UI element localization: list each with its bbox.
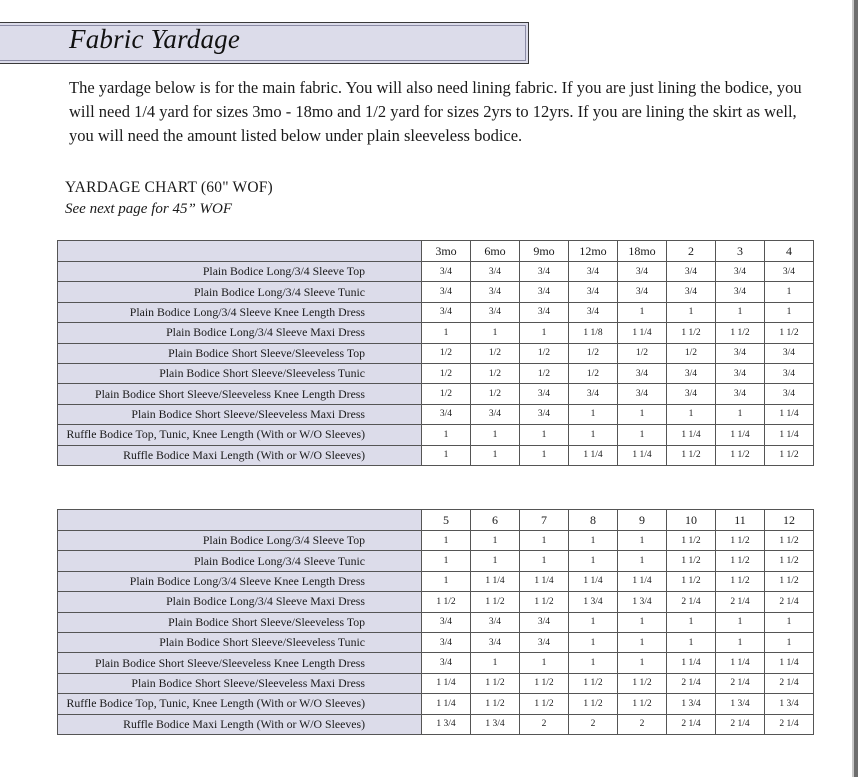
yardage-cell: 1 1/2: [618, 673, 667, 693]
table-row: [58, 571, 814, 591]
yardage-cell: 1: [618, 302, 667, 322]
yardage-cell: 1 1/4: [422, 694, 471, 714]
yardage-cell: 1: [716, 302, 765, 322]
yardage-cell: 1 3/4: [667, 694, 716, 714]
intro-paragraph: The yardage below is for the main fabric. You will also need lining fabric. If you are just lining the bodice, you will need 1/4 yard for sizes 3mo - 18mo and 1/2 yard for sizes 2yrs to 12yrs. If you are lining the skirt as well, you will need the amount listed below under plain sleeveless bodice.: [69, 78, 802, 145]
yardage-cell: 3/4: [422, 653, 471, 673]
yardage-cell: 1 3/4: [569, 592, 618, 612]
yardage-cell: 2 1/4: [765, 592, 814, 612]
yardage-cell: 1/2: [520, 343, 569, 363]
yardage-cell: 1: [520, 653, 569, 673]
yardage-cell: 1 1/2: [765, 571, 814, 591]
yardage-cell: 3/4: [618, 384, 667, 404]
table-row: [58, 282, 814, 302]
yardage-cell: 3/4: [569, 302, 618, 322]
yardage-cell: 3/4: [667, 282, 716, 302]
column-header: 18mo: [618, 241, 667, 262]
yardage-cell: 1 1/2: [471, 592, 520, 612]
yardage-cell: 1 1/4: [520, 571, 569, 591]
yardage-cell: 3/4: [569, 262, 618, 282]
yardage-cell: 3/4: [520, 404, 569, 424]
yardage-cell: 1: [569, 632, 618, 652]
row-label: Plain Bodice Short Sleeve/Sleeveless Tunic: [58, 632, 422, 652]
yardage-cell: 3/4: [667, 262, 716, 282]
yardage-cell: 1: [422, 551, 471, 571]
row-label: Ruffle Bodice Top, Tunic, Knee Length (With or W/O Sleeves): [58, 694, 422, 714]
yardage-cell: 1: [520, 531, 569, 551]
yardage-cell: 1: [520, 323, 569, 343]
yardage-cell: 1 3/4: [422, 714, 471, 734]
yardage-cell: 1 3/4: [618, 592, 667, 612]
yardage-cell: 3/4: [520, 384, 569, 404]
yardage-cell: 2 1/4: [716, 714, 765, 734]
yardage-cell: 1/2: [569, 363, 618, 383]
table-row: [58, 673, 814, 693]
yardage-cell: 1 1/4: [716, 653, 765, 673]
yardage-cell: 1: [618, 551, 667, 571]
yardage-cell: 3/4: [569, 384, 618, 404]
yardage-cell: 3/4: [471, 302, 520, 322]
yardage-cell: 3/4: [422, 302, 471, 322]
yardage-cell: 1: [422, 445, 471, 465]
yardage-cell: 1: [667, 632, 716, 652]
yardage-cell: 2 1/4: [667, 592, 716, 612]
yardage-cell: 1: [520, 425, 569, 445]
column-header: 4: [765, 241, 814, 262]
yardage-cell: 2 1/4: [765, 673, 814, 693]
yardage-cell: 3/4: [716, 363, 765, 383]
yardage-cell: 1: [471, 653, 520, 673]
column-header: 12mo: [569, 241, 618, 262]
yardage-cell: 1: [422, 425, 471, 445]
yardage-cell: 1: [422, 323, 471, 343]
yardage-cell: 3/4: [716, 262, 765, 282]
column-header: 5: [422, 510, 471, 531]
row-label: Plain Bodice Short Sleeve/Sleeveless Knee Length Dress: [58, 384, 422, 404]
yardage-cell: 1 3/4: [765, 694, 814, 714]
yardage-cell: 3/4: [471, 632, 520, 652]
yardage-cell: 1 1/2: [520, 673, 569, 693]
yardage-cell: 1: [765, 612, 814, 632]
table-row: [58, 262, 814, 282]
yardage-cell: 3/4: [765, 363, 814, 383]
page-edge: [854, 0, 858, 777]
yardage-cell: 1 1/2: [667, 445, 716, 465]
yardage-cell: 1 1/2: [716, 531, 765, 551]
yardage-cell: 1 1/4: [716, 425, 765, 445]
yardage-cell: 1 3/4: [471, 714, 520, 734]
yardage-cell: 3/4: [422, 262, 471, 282]
yardage-cell: 3/4: [422, 282, 471, 302]
column-header: 10: [667, 510, 716, 531]
yardage-cell: 3/4: [520, 282, 569, 302]
yardage-cell: 2: [618, 714, 667, 734]
table-row: [58, 612, 814, 632]
yardage-cell: 3/4: [471, 404, 520, 424]
yardage-cell: 1 1/4: [765, 653, 814, 673]
yardage-cell: 1 1/2: [716, 323, 765, 343]
yardage-cell: 1 1/2: [765, 551, 814, 571]
yardage-cell: 3/4: [520, 632, 569, 652]
table-header-row: [58, 510, 814, 531]
yardage-cell: 3/4: [667, 384, 716, 404]
yardage-cell: 1/2: [618, 343, 667, 363]
column-header: 8: [569, 510, 618, 531]
yardage-cell: 1/2: [471, 363, 520, 383]
yardage-cell: 1/2: [422, 363, 471, 383]
table-row: [58, 384, 814, 404]
yardage-cell: 2 1/4: [765, 714, 814, 734]
yardage-cell: 1: [471, 425, 520, 445]
table-row: [58, 404, 814, 424]
yardage-cell: 1: [569, 551, 618, 571]
yardage-cell: 1 1/4: [667, 653, 716, 673]
yardage-cell: 3/4: [520, 612, 569, 632]
yardage-cell: 2: [569, 714, 618, 734]
column-header: 2: [667, 241, 716, 262]
yardage-cell: 3/4: [716, 343, 765, 363]
yardage-cell: 1 1/2: [520, 592, 569, 612]
table-corner-cell: [58, 241, 422, 262]
row-label: Plain Bodice Long/3/4 Sleeve Knee Length Dress: [58, 571, 422, 591]
yardage-cell: 1 1/2: [716, 551, 765, 571]
yardage-cell: 3/4: [471, 282, 520, 302]
yardage-cell: 1 1/2: [471, 694, 520, 714]
yardage-cell: 1 1/2: [765, 531, 814, 551]
yardage-cell: 3/4: [765, 262, 814, 282]
yardage-cell: 1: [471, 445, 520, 465]
table-row: [58, 531, 814, 551]
row-label: Plain Bodice Short Sleeve/Sleeveless Top: [58, 612, 422, 632]
yardage-cell: 1: [471, 531, 520, 551]
yardage-cell: 1/2: [569, 343, 618, 363]
row-label: Plain Bodice Short Sleeve/Sleeveless Knee Length Dress: [58, 653, 422, 673]
table-row: [58, 694, 814, 714]
yardage-cell: 1 1/4: [569, 571, 618, 591]
page-title: Fabric Yardage: [69, 24, 241, 54]
yardage-table-large-sizes: [57, 509, 814, 735]
yardage-cell: 1 1/2: [716, 571, 765, 591]
column-header: 3: [716, 241, 765, 262]
table-row: [58, 551, 814, 571]
yardage-cell: 3/4: [569, 282, 618, 302]
table-row: [58, 653, 814, 673]
yardage-cell: 3/4: [520, 302, 569, 322]
yardage-cell: 1 1/8: [569, 323, 618, 343]
yardage-cell: 1 1/2: [471, 673, 520, 693]
column-header: 9mo: [520, 241, 569, 262]
yardage-cell: 1: [569, 653, 618, 673]
yardage-cell: 1: [667, 404, 716, 424]
yardage-cell: 1 1/4: [618, 571, 667, 591]
yardage-cell: 3/4: [422, 632, 471, 652]
table-row: [58, 592, 814, 612]
yardage-cell: 3/4: [471, 262, 520, 282]
yardage-cell: 3/4: [667, 363, 716, 383]
yardage-cell: 1: [618, 404, 667, 424]
yardage-cell: 1: [765, 302, 814, 322]
yardage-cell: 1 1/4: [765, 404, 814, 424]
column-header: 11: [716, 510, 765, 531]
yardage-cell: 1 1/2: [422, 592, 471, 612]
yardage-cell: 3/4: [520, 262, 569, 282]
row-label: Plain Bodice Short Sleeve/Sleeveless Maxi Dress: [58, 404, 422, 424]
yardage-cell: 1 3/4: [716, 694, 765, 714]
table-row: [58, 632, 814, 652]
yardage-cell: 3/4: [422, 612, 471, 632]
yardage-cell: 1: [765, 282, 814, 302]
yardage-cell: 1: [422, 531, 471, 551]
yardage-cell: 1: [618, 632, 667, 652]
yardage-cell: 1 1/2: [765, 445, 814, 465]
yardage-cell: 3/4: [618, 363, 667, 383]
yardage-cell: 1 1/4: [422, 673, 471, 693]
yardage-cell: 1 1/2: [667, 551, 716, 571]
yardage-cell: 1: [618, 653, 667, 673]
yardage-cell: 1/2: [422, 343, 471, 363]
yardage-cell: 1 1/4: [618, 323, 667, 343]
chart-subheading: See next page for 45” WOF: [65, 201, 233, 217]
yardage-cell: 2: [520, 714, 569, 734]
chart-heading: YARDAGE CHART (60" WOF): [65, 179, 273, 196]
column-header: 7: [520, 510, 569, 531]
yardage-cell: 1: [618, 531, 667, 551]
yardage-cell: 1: [618, 612, 667, 632]
yardage-cell: 3/4: [716, 282, 765, 302]
column-header: 3mo: [422, 241, 471, 262]
yardage-cell: 1 1/2: [667, 531, 716, 551]
yardage-cell: 1 1/2: [716, 445, 765, 465]
row-label: Plain Bodice Long/3/4 Sleeve Knee Length Dress: [58, 302, 422, 322]
yardage-cell: 1/2: [520, 363, 569, 383]
yardage-cell: 1: [667, 612, 716, 632]
row-label: Plain Bodice Long/3/4 Sleeve Top: [58, 262, 422, 282]
row-label: Plain Bodice Short Sleeve/Sleeveless Tunic: [58, 363, 422, 383]
yardage-cell: 1 1/2: [569, 673, 618, 693]
row-label: Ruffle Bodice Top, Tunic, Knee Length (With or W/O Sleeves): [58, 425, 422, 445]
yardage-cell: 2 1/4: [716, 673, 765, 693]
yardage-cell: 1 1/2: [569, 694, 618, 714]
column-header: 6mo: [471, 241, 520, 262]
column-header: 9: [618, 510, 667, 531]
yardage-cell: 1/2: [471, 343, 520, 363]
row-label: Ruffle Bodice Maxi Length (With or W/O Sleeves): [58, 714, 422, 734]
table-row: [58, 425, 814, 445]
column-header: 6: [471, 510, 520, 531]
table-row: [58, 343, 814, 363]
yardage-cell: 1: [667, 302, 716, 322]
yardage-cell: 1 1/2: [667, 323, 716, 343]
yardage-cell: 1/2: [422, 384, 471, 404]
yardage-cell: 3/4: [618, 262, 667, 282]
yardage-cell: 1 1/2: [667, 571, 716, 591]
row-label: Plain Bodice Long/3/4 Sleeve Tunic: [58, 551, 422, 571]
yardage-cell: 1: [716, 612, 765, 632]
yardage-cell: 3/4: [716, 384, 765, 404]
yardage-cell: 2 1/4: [667, 673, 716, 693]
table-row: [58, 323, 814, 343]
yardage-cell: 1: [569, 425, 618, 445]
yardage-cell: 1 1/4: [569, 445, 618, 465]
yardage-cell: 1: [765, 632, 814, 652]
row-label: Plain Bodice Short Sleeve/Sleeveless Maxi Dress: [58, 673, 422, 693]
table-row: [58, 714, 814, 734]
yardage-cell: 1: [569, 404, 618, 424]
row-label: Plain Bodice Long/3/4 Sleeve Top: [58, 531, 422, 551]
yardage-cell: 3/4: [765, 343, 814, 363]
yardage-cell: 1 1/4: [667, 425, 716, 445]
yardage-cell: 1 1/2: [765, 323, 814, 343]
yardage-cell: 3/4: [618, 282, 667, 302]
yardage-cell: 1: [569, 612, 618, 632]
table-row: [58, 302, 814, 322]
yardage-cell: 1: [716, 404, 765, 424]
yardage-cell: 1: [471, 323, 520, 343]
yardage-cell: 2 1/4: [667, 714, 716, 734]
yardage-cell: 1 1/4: [618, 445, 667, 465]
yardage-cell: 1 1/4: [471, 571, 520, 591]
row-label: Plain Bodice Long/3/4 Sleeve Tunic: [58, 282, 422, 302]
yardage-cell: 2 1/4: [716, 592, 765, 612]
yardage-cell: 1: [520, 551, 569, 571]
yardage-cell: 3/4: [422, 404, 471, 424]
yardage-cell: 1/2: [471, 384, 520, 404]
yardage-cell: 1: [422, 571, 471, 591]
yardage-cell: 1 1/2: [520, 694, 569, 714]
table-row: [58, 363, 814, 383]
yardage-cell: 1: [716, 632, 765, 652]
yardage-cell: 1: [618, 425, 667, 445]
row-label: Plain Bodice Long/3/4 Sleeve Maxi Dress: [58, 592, 422, 612]
yardage-cell: 3/4: [471, 612, 520, 632]
yardage-cell: 1/2: [667, 343, 716, 363]
yardage-cell: 1: [520, 445, 569, 465]
table-row: [58, 445, 814, 465]
yardage-cell: 1 1/4: [765, 425, 814, 445]
yardage-cell: 3/4: [765, 384, 814, 404]
table-corner-cell: [58, 510, 422, 531]
row-label: Plain Bodice Long/3/4 Sleeve Maxi Dress: [58, 323, 422, 343]
table-header-row: [58, 241, 814, 262]
yardage-table-small-sizes: [57, 240, 814, 466]
yardage-cell: 1: [569, 531, 618, 551]
yardage-cell: 1 1/2: [618, 694, 667, 714]
row-label: Plain Bodice Short Sleeve/Sleeveless Top: [58, 343, 422, 363]
column-header: 12: [765, 510, 814, 531]
row-label: Ruffle Bodice Maxi Length (With or W/O Sleeves): [58, 445, 422, 465]
yardage-cell: 1: [471, 551, 520, 571]
